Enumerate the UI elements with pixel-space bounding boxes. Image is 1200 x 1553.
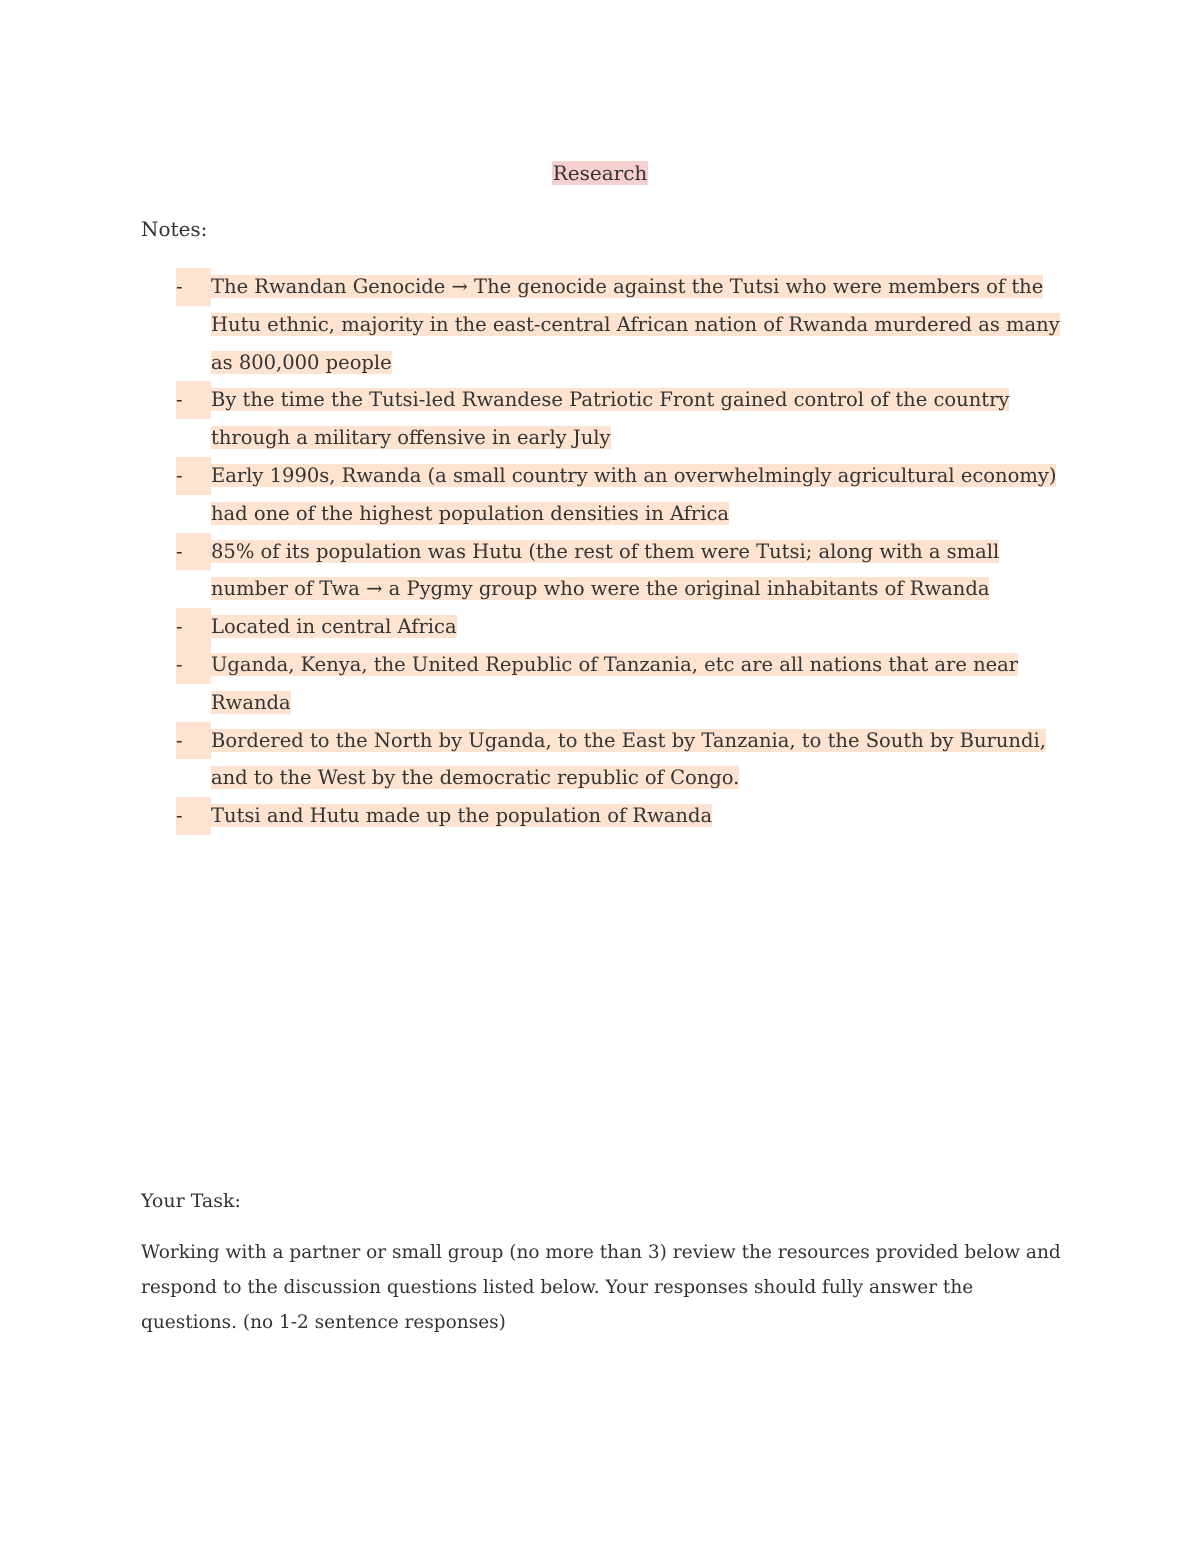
note-text: 85% of its population was Hutu (the rest of them were Tutsi; along with a small number of Twa → a Pygmy group who were the original inhabitants of Rwanda bbox=[211, 539, 1000, 601]
notes-label: Notes: bbox=[141, 217, 208, 241]
bullet-dash: - bbox=[176, 381, 211, 419]
list-item bbox=[176, 646, 1076, 722]
list-item bbox=[176, 797, 1076, 835]
note-text: The Rwandan Genocide → The genocide against the Tutsi who were members of the Hutu ethnic, majority in the east-central African nation of Rwanda murdered as many as 800,000 people bbox=[211, 275, 1060, 374]
bullet-dash: - bbox=[176, 646, 211, 684]
list-item bbox=[176, 381, 1076, 457]
note-text: Tutsi and Hutu made up the population of Rwanda bbox=[211, 804, 713, 828]
list-item bbox=[176, 457, 1076, 533]
list-item bbox=[176, 268, 1076, 381]
bullet-dash: - bbox=[176, 797, 211, 835]
note-text: Early 1990s, Rwanda (a small country with an overwhelmingly agricultural economy) had one of the highest population densities in Africa bbox=[211, 463, 1057, 525]
note-text: Located in central Africa bbox=[211, 615, 457, 639]
bullet-dash: - bbox=[176, 268, 211, 306]
list-item bbox=[176, 608, 1076, 646]
note-text: Bordered to the North by Uganda, to the East by Tanzania, to the South by Burundi, and to the West by the democratic republic of Congo. bbox=[211, 728, 1046, 790]
bullet-dash: - bbox=[176, 533, 211, 571]
bullet-dash: - bbox=[176, 457, 211, 495]
page-title bbox=[0, 158, 1200, 188]
note-text: Uganda, Kenya, the United Republic of Tanzania, etc are all nations that are near Rwanda bbox=[211, 652, 1019, 714]
note-text: By the time the Tutsi-led Rwandese Patriotic Front gained control of the country through a military offensive in early July bbox=[211, 388, 1010, 450]
notes-list bbox=[176, 268, 1076, 835]
page-title-text: Research bbox=[552, 161, 648, 185]
bullet-dash: - bbox=[176, 608, 211, 646]
task-description: Working with a partner or small group (no more than 3) review the resources provided below and respond to the discussion questions listed below. Your responses should fully answer the questions. (no 1-2 sentence responses) bbox=[141, 1242, 1061, 1333]
task-label: Your Task: bbox=[141, 1190, 241, 1212]
bullet-dash: - bbox=[176, 722, 211, 760]
list-item bbox=[176, 533, 1076, 609]
list-item bbox=[176, 722, 1076, 798]
